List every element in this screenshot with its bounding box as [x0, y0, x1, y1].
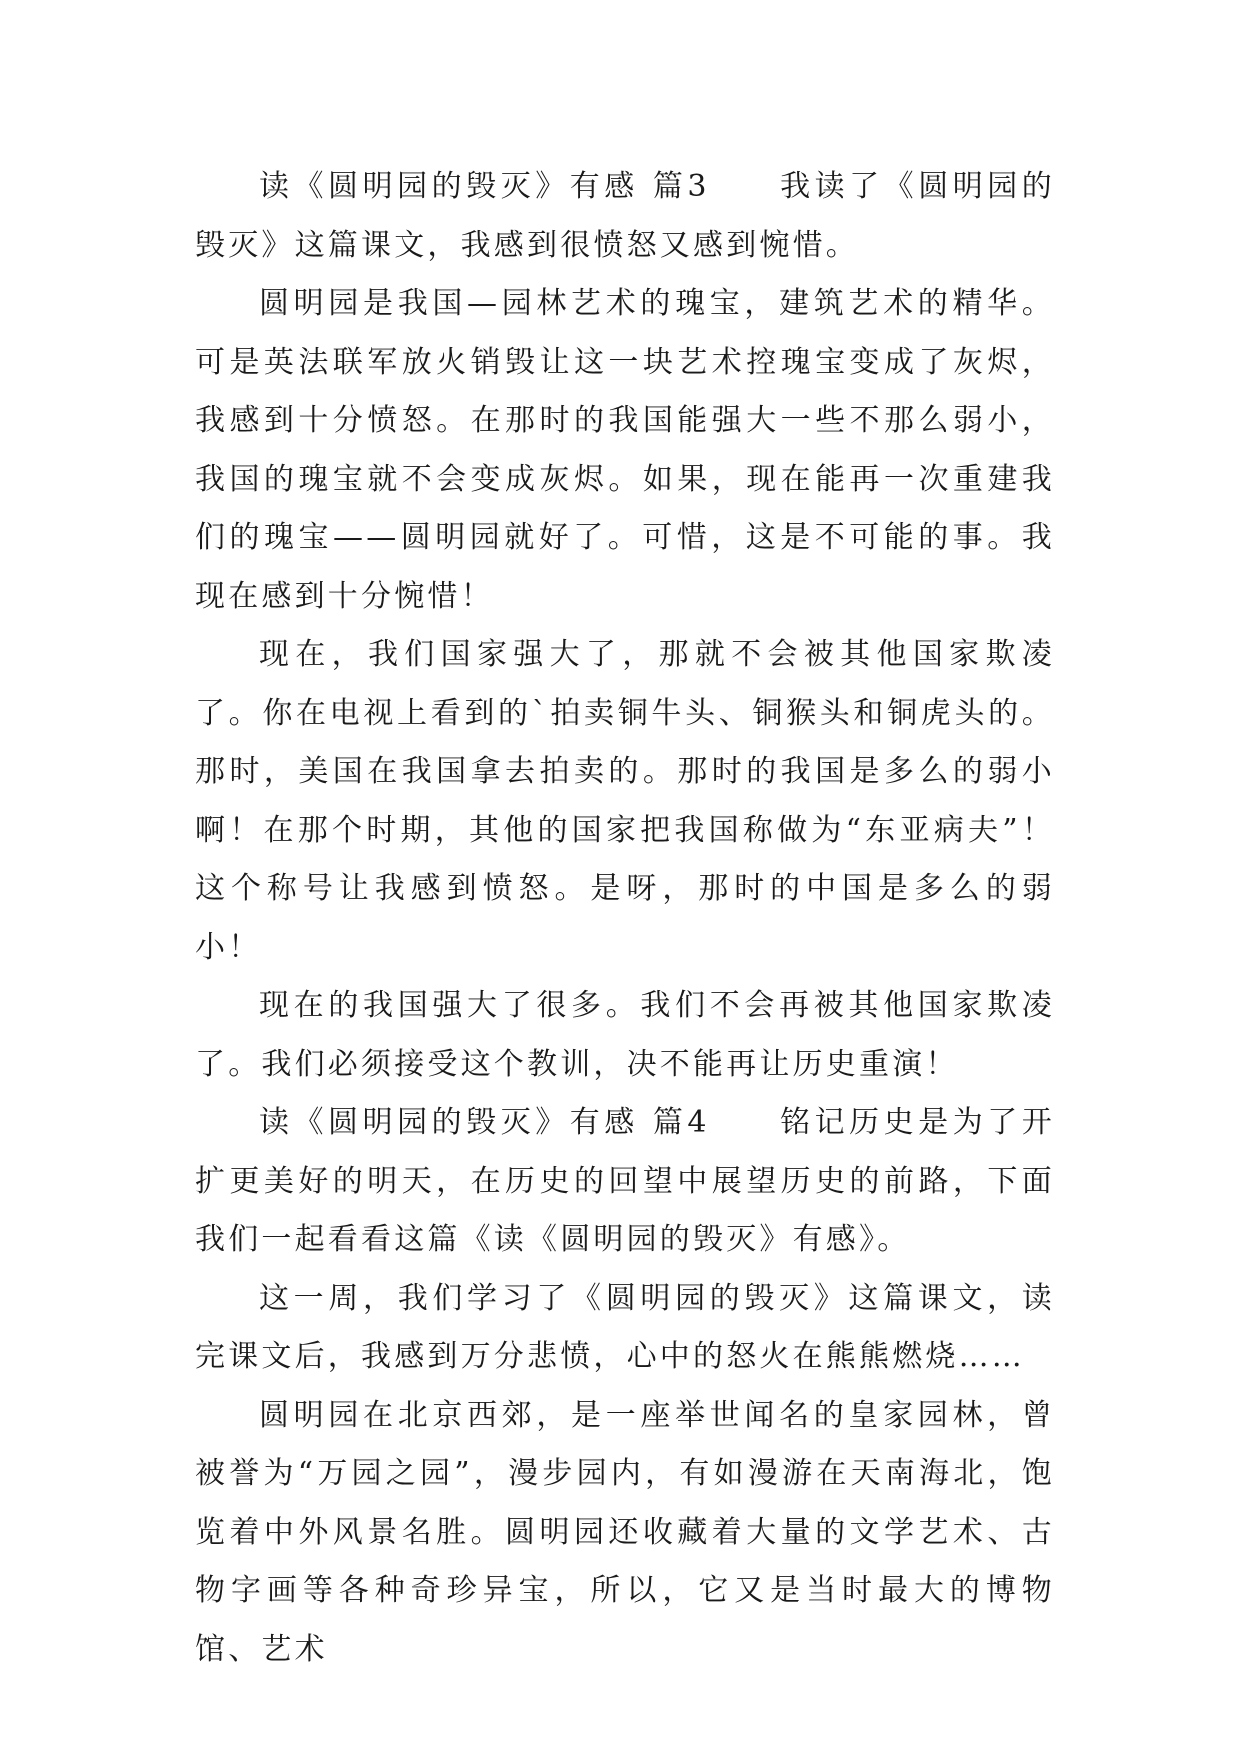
paragraph-this-week: 这一周，我们学习了《圆明园的毁灭》这篇课文，读完课文后，我感到万分悲愤，心中的怒火在熊熊燃烧…… — [195, 1280, 1055, 1374]
document-body — [195, 158, 1055, 1679]
paragraph-country-strong: 现在，我们国家强大了，那就不会被其他国家欺凌了。你在电视上看到的`拍卖铜牛头、铜猴头和铜虎头的。那时，美国在我国拿去拍卖的。那时的我国是多么的弱小啊！在那个时期，其他的国家把我国称做为“东亚病夫”！这个称号让我感到愤怒。是呀，那时的中国是多么的弱小！ — [195, 637, 1055, 965]
paragraph-lesson: 现在的我国强大了很多。我们不会再被其他国家欺凌了。我们必须接受这个教训，决不能再让历史重演！ — [195, 988, 1055, 1082]
paragraph-essay-4-intro: 读《圆明园的毁灭》有感 篇4 铭记历史是为了开扩更美好的明天，在历史的回望中展望历史的前路，下面我们一起看看这篇《读《圆明园的毁灭》有感》。 — [195, 1105, 1055, 1257]
paragraph-essay-3-intro: 读《圆明园的毁灭》有感 篇3 我读了《圆明园的毁灭》这篇课文，我感到很愤怒又感到惋惜。 — [195, 169, 1055, 263]
paragraph-yuanmingyuan-location: 圆明园在北京西郊，是一座举世闻名的皇家园林，曾被誉为“万园之园”，漫步园内，有如漫游在天南海北，饱览着中外风景名胜。圆明园还收藏着大量的文学艺术、古物字画等各种奇珍异宝，所以，它又是当时最大的博物馆、艺术 — [195, 1397, 1055, 1667]
paragraph-yuanmingyuan-treasure: 圆明园是我国—园林艺术的瑰宝，建筑艺术的精华。可是英法联军放火销毁让这一块艺术控瑰宝变成了灰烬，我感到十分愤怒。在那时的我国能强大一些不那么弱小，我国的瑰宝就不会变成灰烬。如果，现在能再一次重建我们的瑰宝——圆明园就好了。可惜，这是不可能的事。我现在感到十分惋惜！ — [195, 286, 1055, 614]
